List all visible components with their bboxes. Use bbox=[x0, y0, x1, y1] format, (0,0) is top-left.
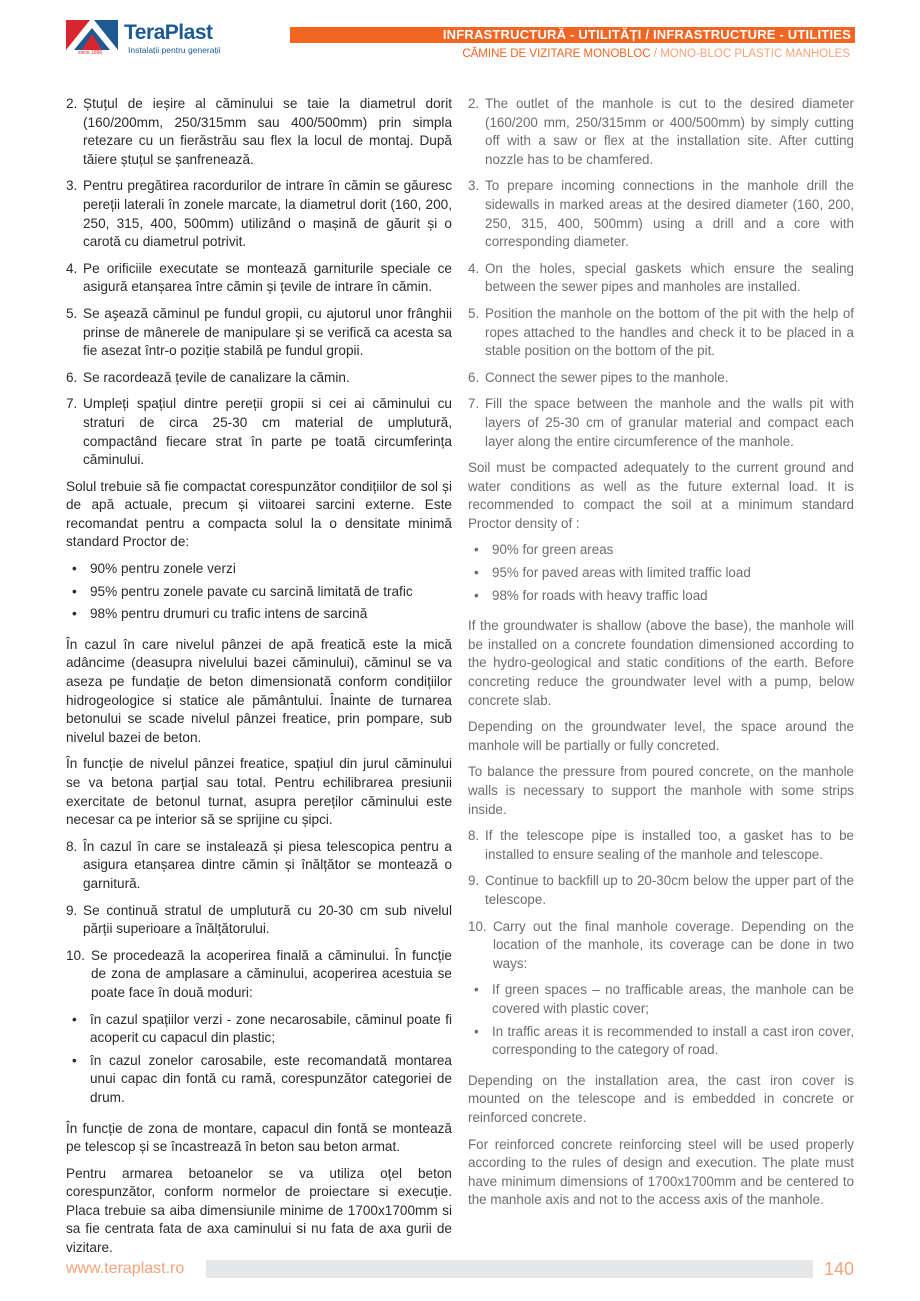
step-number: 10. bbox=[468, 918, 487, 934]
text: 90% pentru zonele verzi bbox=[90, 561, 236, 577]
text: In traffic areas it is recommended to install a cast iron cover, corresponding to the category of road. bbox=[492, 1023, 854, 1058]
numbered-step bbox=[66, 369, 452, 388]
text: Se continuă stratul de umplutură cu 20-30 cm sub nivelul părții superioare a înălțătorului. bbox=[83, 902, 452, 937]
subtitle-ro: CĂMINE DE VIZITARE MONOBLOC bbox=[462, 48, 651, 60]
paragraph bbox=[468, 763, 854, 819]
text: 90% for green areas bbox=[492, 542, 614, 558]
bullet-item bbox=[468, 564, 854, 583]
numbered-step bbox=[468, 369, 854, 388]
text: Ștuțul de ieșire al căminului se taie la diametrul dorit (160/200mm, 250/315mm sau 400/500mm) prin simpla retezare cu un fierăstrău sau flex la locul de montaj. După tăiere ștuțul se șanfrenează. bbox=[83, 96, 452, 167]
step-number: 10. bbox=[66, 947, 85, 963]
step-number: 4. bbox=[66, 260, 78, 276]
numbered-step bbox=[468, 305, 854, 361]
step-number: 7. bbox=[468, 396, 480, 412]
text: Fill the space between the manhole and the walls pit with layers of 25-30 cm of granular material and compact each layer along the entire circumference of the manhole. bbox=[485, 396, 854, 449]
text: În cazul în care nivelul pânzei de apă freatică este la mică adâncime (deasupra nivelului bazei căminului), căminul se va aseza pe fundație de beton dimensionată conform condițiilor hidrogeologice si statice ale pământului. Înainte de turnarea betonului se scade nivelul pânzei freatice, prin pompare, sub nivelul bazei de beton. bbox=[66, 636, 452, 745]
text: Umpleți spațiul dintre pereții gropii si cei ai căminului cu straturi de circa 25-30 cm material de umplutură, compactând fiecare strat în parte pe toată circumferința căminului. bbox=[83, 396, 452, 468]
text: If the telescope pipe is installed too, a gasket has to be installed to ensure sealing of the manhole and telescope. bbox=[485, 828, 854, 862]
romanian-column bbox=[66, 95, 452, 1266]
bullet-icon: • bbox=[72, 561, 77, 577]
subtitle-en: MONO-BLOC PLASTIC MANHOLES bbox=[660, 48, 850, 60]
numbered-step bbox=[66, 95, 452, 169]
bullet-item bbox=[468, 1023, 854, 1060]
text: Carry out the final manhole coverage. Depending on the location of the manhole, its coverage can be done in two ways: bbox=[493, 918, 854, 971]
step-number: 7. bbox=[66, 396, 78, 412]
text: If green spaces – no trafficable areas, the manhole can be covered with plastic cover; bbox=[492, 982, 854, 1016]
text: Se aşează căminul pe fundul gropii, cu ajutorul unor frânghii prinse de mânerele de manipulare și se verifică ca acesta sa fie asezat într-o poziție stabilă pe fundul gropii. bbox=[83, 305, 452, 359]
text: în cazul spațiilor verzi - zone necarosabile, căminul poate fi acoperit cu capacul din plastic; bbox=[90, 1011, 452, 1046]
english-column bbox=[468, 95, 854, 1218]
paragraph bbox=[468, 459, 854, 533]
text: On the holes, special gaskets which ensure the sealing between the sewer pipes and manholes are installed. bbox=[485, 260, 854, 295]
paragraph bbox=[66, 1120, 452, 1157]
paragraph bbox=[468, 617, 854, 710]
bullet-item bbox=[468, 541, 854, 560]
text: To balance the pressure from poured concrete, on the manhole walls is necessary to support the manhole with some strips inside. bbox=[468, 764, 854, 817]
paragraph bbox=[66, 636, 452, 748]
numbered-step bbox=[66, 838, 452, 894]
numbered-step bbox=[66, 902, 452, 939]
text: 95% for paved areas with limited traffic load bbox=[492, 565, 751, 581]
text: Continue to backfill up to 20-30cm below the upper part of the telescope. bbox=[485, 873, 854, 907]
logo-brand: TeraPlast bbox=[124, 21, 213, 44]
numbered-step bbox=[468, 395, 854, 451]
text: Connect the sewer pipes to the manhole. bbox=[485, 369, 729, 385]
text: Pe orificiile executate se montează garniturile speciale ce asigură etanșarea între cămin și țevile de intrare în cămin. bbox=[83, 260, 452, 295]
numbered-step bbox=[66, 395, 452, 469]
section-subtitle bbox=[462, 48, 850, 60]
text: Solul trebuie să fie compactat corespunzător condițiilor de sol și de apă actuale, precum și viitoarei sarcini externe. Este recomandat pentru a compacta solul la o densitate minimă standard Proctor de: bbox=[66, 478, 452, 550]
numbered-step bbox=[66, 305, 452, 361]
logo-mark-icon bbox=[66, 20, 118, 54]
paragraph bbox=[468, 1072, 854, 1128]
paragraph bbox=[66, 478, 452, 552]
teraplast-logo[interactable] bbox=[66, 20, 236, 56]
text: în cazul zonelor carosabile, este recomandată montarea unui capac din fontă cu ramă, corespunzător categoriei de drum. bbox=[90, 1052, 452, 1105]
step-number: 2. bbox=[66, 96, 78, 111]
footer-bar bbox=[206, 1260, 813, 1278]
footer-url[interactable]: www.teraplast.ro bbox=[66, 1260, 185, 1277]
text: 98% pentru drumuri cu trafic intens de sarcină bbox=[90, 606, 368, 622]
paragraph bbox=[468, 718, 854, 755]
numbered-step bbox=[66, 947, 452, 1003]
step-number: 8. bbox=[66, 838, 78, 854]
text: Soil must be compacted adequately to the current ground and water conditions as well as the future external load. It is recommended to compact the soil at a minimum standard Proctor density of : bbox=[468, 460, 854, 531]
bullet-icon: • bbox=[474, 542, 479, 558]
bullet-icon: • bbox=[474, 1023, 479, 1039]
bullet-icon: • bbox=[72, 1052, 77, 1068]
paragraph bbox=[468, 1136, 854, 1210]
section-title-bar: INFRASTRUCTURĂ - UTILITĂȚI / INFRASTRUCTURE - UTILITIES bbox=[290, 27, 855, 43]
text: Se procedează la acoperirea finală a căminului. În funcție de zona de amplasare a căminului, acoperirea acestuia se poate face în două moduri: bbox=[91, 947, 452, 1000]
numbered-step bbox=[66, 177, 452, 251]
logo-tagline: Instalații pentru generații bbox=[128, 45, 221, 55]
text: For reinforced concrete reinforcing steel will be used properly according to the rules of design and execution. The plate must have minimum dimensions of 1700x1700mm and be centered to the manhole axis and not to the access axis of the manhole. bbox=[468, 1136, 854, 1208]
page-number: 140 bbox=[823, 1259, 854, 1279]
text: În cazul în care se instalează și piesa telescopica pentru a asigura etanșarea dintre cămin și înălțător se montează o garnitură. bbox=[83, 838, 452, 891]
text: If the groundwater is shallow (above the base), the manhole will be installed on a concrete foundation dimensioned according to the hydro-geological and static conditions of the earth. Before concreting reduce the groundwater level with a pump, below concrete slab. bbox=[468, 618, 854, 708]
text: În funcție de nivelul pânzei freatice, spațiul din jurul căminului se va betona parțial sau total. Pentru echilibrarea presiunii exercitate de betonul turnat, asupra pereților căminului este necesar ca pe interior să se sprijine cu șipci. bbox=[66, 756, 452, 828]
bullet-item bbox=[468, 587, 854, 606]
bullet-item bbox=[66, 583, 452, 602]
bullet-icon: • bbox=[474, 587, 479, 603]
text: Depending on the groundwater level, the space around the manhole will be partially or fully concreted. bbox=[468, 719, 854, 753]
bullet-icon: • bbox=[474, 565, 479, 581]
step-number: 6. bbox=[66, 369, 78, 385]
text: Pentru pregătirea racordurilor de intrare în cămin se găuresc pereții laterali în zonele marcate, la diametrul dorit (160, 200, 250, 315, 400, 500mm) utilizând o mașină de găurit și o carotă cu diametrul potrivit. bbox=[83, 178, 452, 250]
bullet-icon: • bbox=[72, 583, 77, 599]
text: To prepare incoming connections in the manhole drill the sidewalls in marked areas at the desired diameter (160, 200, 250, 315, 400, 500mm) using a drill and a core with corresponding diameter. bbox=[485, 178, 854, 250]
step-number: 3. bbox=[468, 178, 480, 194]
text: Position the manhole on the bottom of the pit with the help of ropes attached to the handles and check it to be placed in a stable position on the bottom of the pit. bbox=[485, 305, 854, 359]
step-number: 6. bbox=[468, 369, 480, 385]
step-number: 9. bbox=[468, 873, 480, 889]
text: 95% pentru zonele pavate cu sarcină limitată de trafic bbox=[90, 583, 413, 599]
paragraph bbox=[66, 755, 452, 829]
step-number: 5. bbox=[66, 305, 78, 321]
numbered-step bbox=[468, 918, 854, 974]
step-number: 3. bbox=[66, 178, 78, 194]
numbered-step bbox=[468, 827, 854, 864]
step-number: 2. bbox=[468, 96, 480, 111]
text: The outlet of the manhole is cut to the desired diameter (160/200 mm, 250/315mm or 400/500mm) by simply cutting off with a saw or flex at the installation site. After cutting nozzle has to be chamfered. bbox=[485, 96, 854, 167]
step-number: 8. bbox=[468, 828, 480, 844]
logo-since: since 1896 bbox=[78, 50, 103, 56]
bullet-item bbox=[66, 560, 452, 579]
text: În funcție de zona de montare, capacul din fontă se montează pe telescop și se încastrează în beton sau beton armat. bbox=[66, 1120, 452, 1155]
bullet-item bbox=[66, 605, 452, 624]
bullet-icon: • bbox=[72, 606, 77, 622]
text: 98% for roads with heavy traffic load bbox=[492, 587, 708, 603]
bullet-item bbox=[468, 981, 854, 1018]
text: Depending on the installation area, the cast iron cover is mounted on the telescope and is embedded in concrete or reinforced concrete. bbox=[468, 1072, 854, 1125]
paragraph bbox=[66, 1165, 452, 1258]
step-number: 5. bbox=[468, 305, 480, 321]
numbered-step bbox=[468, 177, 854, 251]
subtitle-separator: / bbox=[650, 48, 661, 60]
numbered-step bbox=[468, 95, 854, 169]
bullet-icon: • bbox=[474, 982, 479, 998]
text: Pentru armarea betoanelor se va utiliza oțel beton corespunzător, conform normelor de proiectare si execuție. Placa trebuie sa aiba dimensiunile minime de 1700x1700mm si sa fie centrata fata de axa caminului si nu fata de axa gurii de vizitare. bbox=[66, 1165, 452, 1256]
text: Se racordează țevile de canalizare la cămin. bbox=[83, 369, 350, 385]
step-number: 9. bbox=[66, 902, 78, 918]
numbered-step bbox=[468, 260, 854, 297]
bullet-item bbox=[66, 1052, 452, 1108]
bullet-item bbox=[66, 1011, 452, 1048]
bullet-icon: • bbox=[72, 1011, 77, 1027]
numbered-step bbox=[468, 872, 854, 909]
step-number: 4. bbox=[468, 260, 480, 276]
numbered-step bbox=[66, 260, 452, 297]
